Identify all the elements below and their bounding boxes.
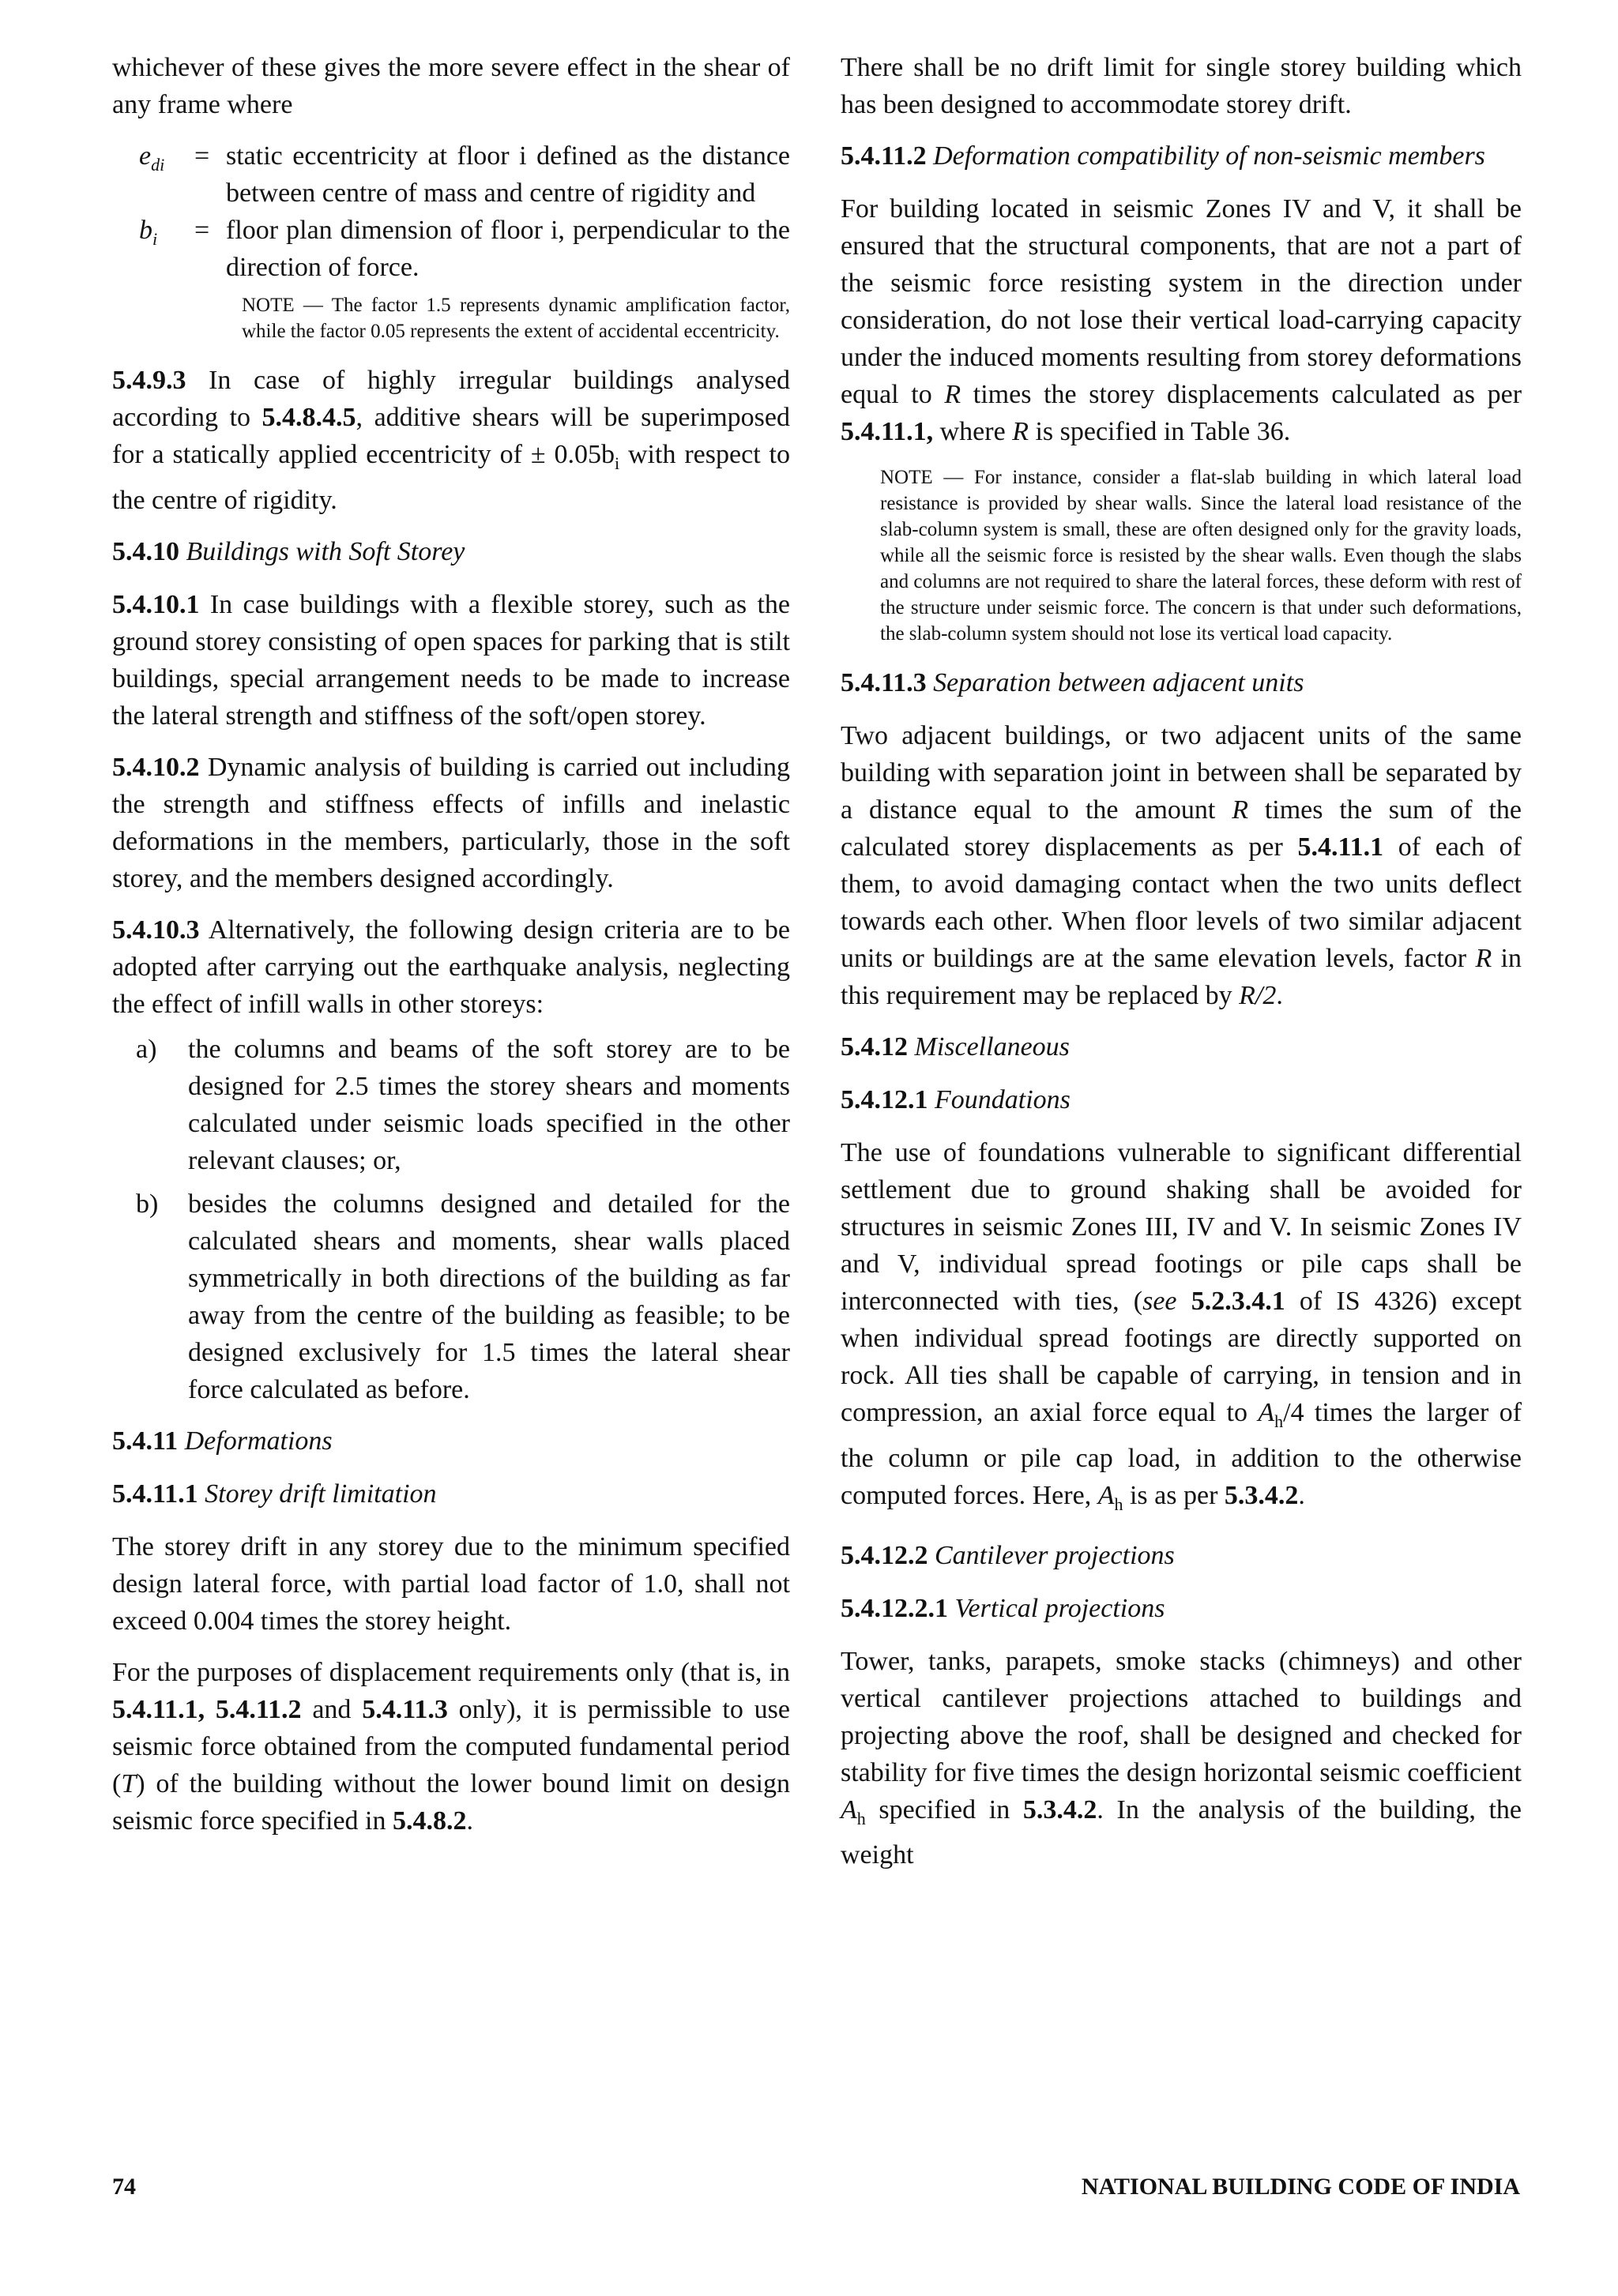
paragraph-displacement: For the purposes of displacement requirements only (that is, in 5.4.11.1, 5.4.11.2 and 5.4.11.3 only), it is permissible to use seismic force obtained from the computed fundamental period (T) of the building without the lower bound limit on design seismic force specified in 5.4.8.2.: [112, 1657, 790, 1836]
symbol-bi: $b_i$: [139, 216, 158, 249]
paragraph-foundations: The use of foundations vulnerable to significant differential settlement due to ground shaking shall be avoided for structures in seismic Zones III, IV and V. In seismic Zones IV and V, individual spread footings or pile caps shall be interconnected with ties, (see 5.2.3.4.1 of IS 4326) except when individual spread footings are directly supported on rock. All ties shall be capable of carrying, in tension and in compression, an axial force equal to $A_h/4$ times the larger of the column or pile cap load, in addition to the otherwise computed forces. Here, $A_h$ is as per 5.3.4.2.: [841, 1138, 1522, 1514]
intro-paragraph: whichever of these gives the more severe effect in the shear of any frame where: [112, 53, 790, 119]
clause-5-4-10-2: 5.4.10.2 Dynamic analysis of building is carried out including the strength and stiffness effects of infills and inelastic deformations in the members, particularly, those in the soft storey, and the members designed accordingly.: [112, 752, 790, 893]
heading-5-4-11-2: 5.4.11.2 Deformation compatibility of non-seismic members: [841, 141, 1485, 171]
right-column: [841, 49, 1522, 1888]
definition-bi: $b_i$ = floor plan dimension of floor i, perpendicular to the direction of force.: [112, 212, 790, 286]
note-factor: NOTE — The factor 1.5 represents dynamic amplification factor, while the factor 0.05 represents the extent of accidental eccentricity.: [242, 295, 790, 342]
clause-5-4-10-3: 5.4.10.3 Alternatively, the following design criteria are to be adopted after carrying out the earthquake analysis, neglecting the effect of infill walls in other storeys:: [112, 915, 790, 1019]
paragraph-compatibility: For building located in seismic Zones IV and V, it shall be ensured that the structural components, that are not a part of the seismic force resisting system in the direction under consideration, do not lose their vertical load-carrying capacity under the induced moments resulting from storey deformations equal to R times the storey displacements calculated as per 5.4.11.1, where R is specified in Table 36.: [841, 194, 1522, 446]
clause-5-4-9-3: 5.4.9.3 In case of highly irregular buildings analysed according to 5.4.8.4.5, additive shears will be superimposed for a statically applied eccentricity of ± $0.05b_i$ with respect to the centre of rigidity.: [112, 366, 790, 515]
heading-5-4-12-1: 5.4.12.1 Foundations: [841, 1085, 1071, 1114]
page-number: 74: [112, 2174, 136, 2200]
heading-5-4-11-1: 5.4.11.1 Storey drift limitation: [112, 1479, 437, 1509]
heading-5-4-11-3: 5.4.11.3 Separation between adjacent units: [841, 668, 1304, 697]
clause-5-4-10-1: 5.4.10.1 In case buildings with a flexible storey, such as the ground storey consisting of open spaces for parking that is stilt buildings, special arrangement needs to be made to increase the lateral strength and stiffness of the soft/open storey.: [112, 589, 791, 731]
heading-5-4-12-2-1: 5.4.12.2.1 Vertical projections: [841, 1593, 1165, 1623]
note-flat-slab: NOTE — For instance, consider a flat-slab building in which lateral load resistance is provided by shear walls. Since the lateral load resistance of the slab-column system is small, these are often designed only for the gravity loads, while all the seismic force is resisted by the shear walls. Even though the slabs and columns are not required to share the lateral forces, these deform with rest of the structure under seismic force. The concern is that under such deformations, the slab-column system should not lose its vertical load capacity.: [880, 467, 1522, 644]
heading-5-4-12-2: 5.4.12.2 Cantilever projections: [841, 1540, 1175, 1570]
definition-bi-text: floor plan dimension of floor i, perpendicular to the direction of force.: [226, 216, 790, 282]
left-column: [112, 49, 790, 1854]
heading-5-4-12: 5.4.12 Miscellaneous: [841, 1032, 1070, 1062]
footer-title: NATIONAL BUILDING CODE OF INDIA: [1081, 2174, 1520, 2200]
heading-5-4-10: 5.4.10 Buildings with Soft Storey: [112, 536, 465, 566]
paragraph-single-storey: There shall be no drift limit for single storey building which has been designed to accommodate storey drift.: [841, 53, 1522, 119]
list-item-a: a) the columns and beams of the soft storey are to be designed for 2.5 times the storey shears and moments calculated under seismic loads specified in the other relevant clauses; or,: [136, 1034, 790, 1175]
symbol-edi: $e_{di}$: [139, 141, 165, 175]
list-item-b: b) besides the columns designed and detailed for the calculated shears and moments, shear walls placed symmetrically in both directions of the building as far away from the centre of the building as feasible; to be designed exclusively for 1.5 times the lateral shear force calculated as before.: [136, 1189, 790, 1404]
paragraph-vertical-projections: Tower, tanks, parapets, smoke stacks (chimneys) and other vertical cantilever projections attached to buildings and projecting above the roof, shall be designed and checked for stability for five times the design horizontal seismic coefficient $A_h$ specified in 5.3.4.2. In the analysis of the building, the weight: [841, 1646, 1522, 1870]
paragraph-storey-drift: The storey drift in any storey due to the minimum specified design lateral force, with partial load factor of 1.0, shall not exceed 0.004 times the storey height.: [112, 1531, 790, 1636]
definition-edi: $e_{di}$ = static eccentricity at floor i defined as the distance between centre of mass and centre of rigidity and: [112, 137, 790, 212]
paragraph-separation: Two adjacent buildings, or two adjacent units of the same building with separation joint in between shall be separated by a distance equal to the amount R times the sum of the calculated storey displacements as per 5.4.11.1 of each of them, to avoid damaging contact when the two units deflect towards each other. When floor levels of two similar adjacent units or buildings are at the same elevation levels, factor R in this requirement may be replaced by R/2.: [841, 721, 1522, 1010]
heading-5-4-11: 5.4.11 Deformations: [112, 1426, 333, 1456]
definition-edi-text: static eccentricity at floor i defined as the distance between centre of mass and centre of rigidity and: [226, 141, 790, 208]
